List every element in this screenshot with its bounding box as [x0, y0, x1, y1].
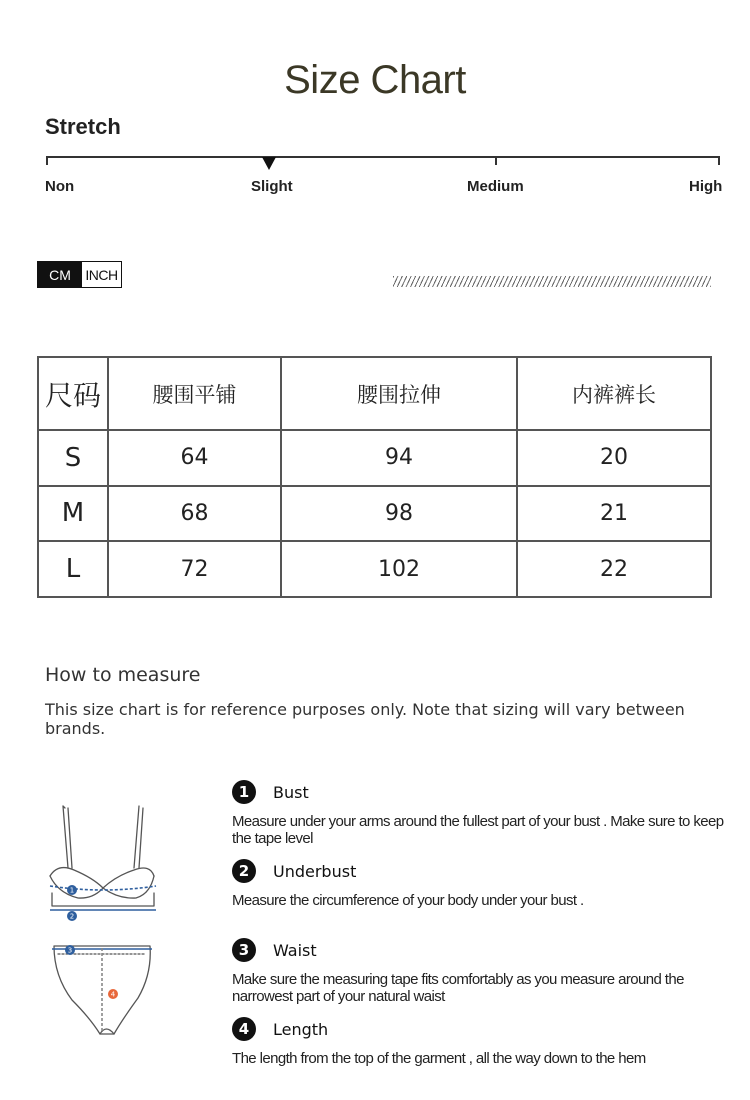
step-name: Waist: [273, 940, 317, 960]
measure-step-bust: [232, 779, 732, 847]
size-table: [37, 356, 712, 598]
svg-text:2: 2: [69, 912, 75, 921]
step-name: Length: [273, 1019, 329, 1039]
table-cell: 22: [517, 541, 711, 597]
garment-measure-illustration: [38, 798, 168, 1048]
stretch-level-medium: Medium: [467, 178, 524, 195]
table-cell: 72: [108, 541, 281, 597]
table-cell: 102: [281, 541, 517, 597]
stretch-tick-non: [46, 156, 48, 165]
table-cell: 98: [281, 486, 517, 542]
unit-toggle: [37, 261, 122, 288]
stretch-label: Stretch: [45, 114, 121, 139]
stretch-pointer-icon: [262, 157, 276, 170]
table-cell-size: S: [38, 430, 108, 486]
bra-strap-left: [63, 806, 68, 868]
table-header-cell: 腰围平铺: [108, 357, 281, 430]
step-number-badge: 3: [232, 938, 256, 962]
decorative-hatch: [393, 276, 711, 287]
table-cell-size: L: [38, 541, 108, 597]
measure-step-underbust: [232, 858, 732, 909]
table-cell: 68: [108, 486, 281, 542]
stretch-scale-line: [46, 156, 720, 158]
unit-cm-button[interactable]: CM: [38, 262, 82, 287]
step-name: Bust: [273, 782, 309, 802]
table-row: [38, 430, 711, 486]
how-to-measure-title: How to measure: [45, 664, 201, 686]
step-description: Make sure the measuring tape fits comfortably as you measure around the narrowest part of your natural waist: [232, 971, 684, 1005]
stretch-level-slight: Slight: [251, 178, 293, 195]
stretch-tick-medium: [495, 156, 497, 165]
table-cell: 20: [517, 430, 711, 486]
stretch-level-non: Non: [45, 178, 75, 195]
page-title: Size Chart: [284, 58, 466, 102]
step-description: Measure under your arms around the fullest part of your bust . Make sure to keep the tape level: [232, 813, 724, 847]
table-header-cell: 尺码: [38, 357, 108, 430]
stretch-tick-high: [718, 156, 720, 165]
step-number-badge: 4: [232, 1017, 256, 1041]
table-row: [38, 541, 711, 597]
table-header-row: [38, 357, 711, 430]
step-number-badge: 1: [232, 780, 256, 804]
table-cell: 21: [517, 486, 711, 542]
unit-inch-button[interactable]: INCH: [82, 262, 121, 287]
step-description: Measure the circumference of your body under your bust .: [232, 892, 584, 909]
stretch-level-high: High: [689, 178, 723, 195]
table-header-cell: 内裤裤长: [517, 357, 711, 430]
svg-text:1: 1: [69, 886, 75, 895]
table-cell: 64: [108, 430, 281, 486]
measure-step-length: [232, 1016, 732, 1067]
table-header-cell: 腰围拉伸: [281, 357, 517, 430]
table-cell-size: M: [38, 486, 108, 542]
how-to-measure-note: This size chart is for reference purposes only. Note that sizing will vary between brands.: [45, 700, 685, 738]
svg-text:3: 3: [67, 946, 73, 955]
measure-step-waist: [232, 937, 732, 1005]
svg-text:4: 4: [110, 990, 116, 999]
step-number-badge: 2: [232, 859, 256, 883]
step-description: The length from the top of the garment , all the way down to the hem: [232, 1050, 646, 1067]
table-row: [38, 486, 711, 542]
table-cell: 94: [281, 430, 517, 486]
step-name: Underbust: [273, 861, 357, 881]
